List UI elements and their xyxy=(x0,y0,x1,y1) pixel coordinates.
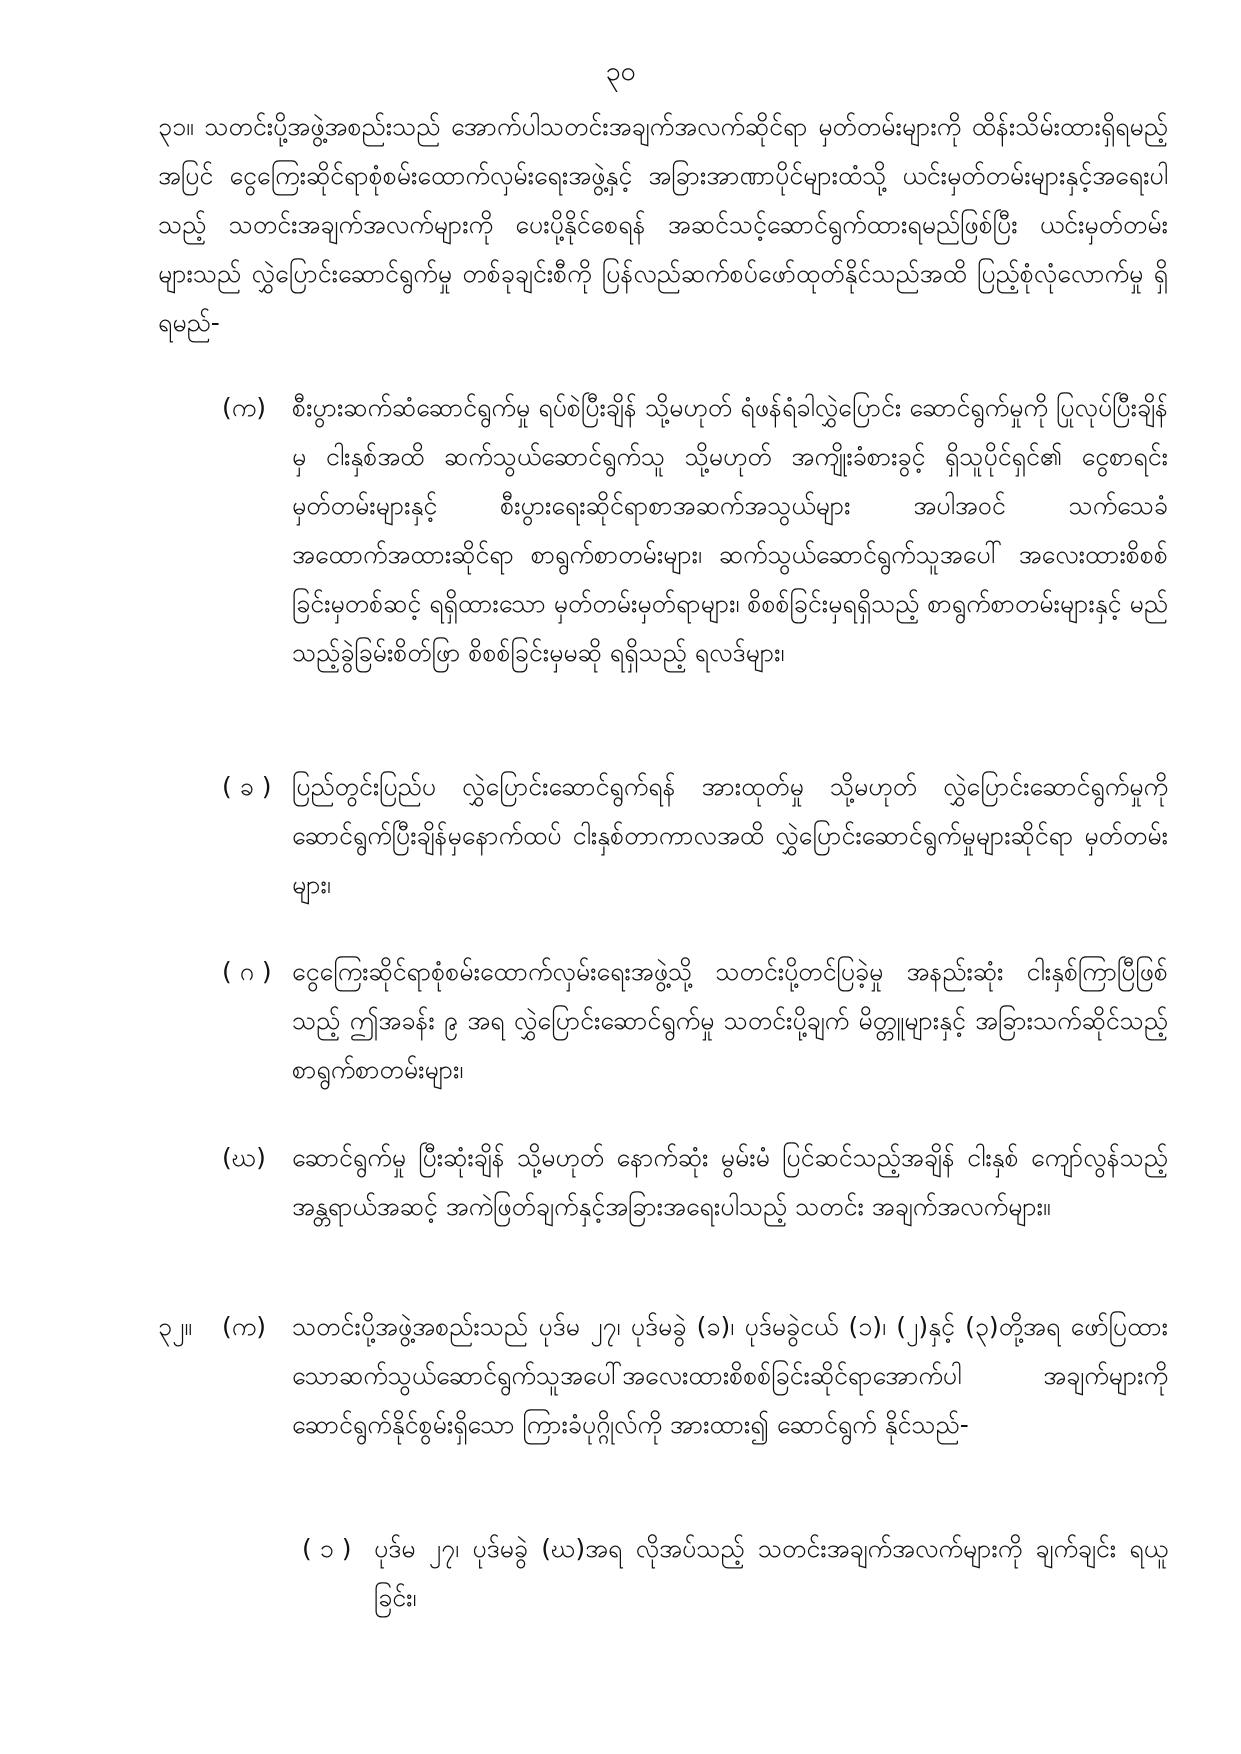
clause-gha xyxy=(222,1133,1168,1288)
clause-marker: ( ဂ ) xyxy=(222,957,272,986)
clause-kha xyxy=(222,762,1168,917)
section-31-paragraph: ၃၁။ သတင်းပို့အဖွဲ့အစည်းသည် အောက်ပါသတင်းအချက်အလက်ဆိုင်ရာ မှတ်တမ်းများကို ထိန်းသိမ်းထားရှိရမည့်အပြင် ငွေကြေးဆိုင်ရာစုံစမ်းထောက်လှမ်းရေးအဖွဲ့နှင့် အခြားအာဏာပိုင်များထံသို့ ယင်းမှတ်တမ်းများနှင့်အရေးပါသည့် သတင်းအချက်အလက်များကို ပေးပို့နိုင်စေရန် အဆင်သင့်ဆောင်ရွက်ထားရမည်ဖြစ်ပြီး ယင်းမှတ်တမ်းများသည် လွှဲပြောင်းဆောင်ရွက်မှု တစ်ခုချင်းစီကို ပြန်လည်ဆက်စပ်ဖော်ထုတ်နိုင်သည်အထိ ပြည့်စုံလုံလောက်မှု ရှိရမည်- xyxy=(158,112,1168,337)
section-number: ၃၂။ xyxy=(158,1312,192,1341)
clause-marker: (က) xyxy=(222,1312,266,1341)
clause-text: ငွေကြေးဆိုင်ရာစုံစမ်းထောက်လှမ်းရေးအဖွဲ့သို့ သတင်းပို့တင်ပြခဲ့မှု အနည်းဆုံး ငါးနှစ်ကြာပြီဖြစ်သည့် ဤအခန်း ၉ အရ လွှဲပြောင်းဆောင်ရွက်မှု သတင်းပို့ချက် မိတ္တူများနှင့် အခြားသက်ဆိုင်သည့် စာရွက်စာတမ်းများ၊ xyxy=(292,957,1168,1084)
section-32-clause-ka xyxy=(158,1302,1168,1512)
clause-marker: ( ခ ) xyxy=(222,772,272,801)
clause-marker: (ဃ) xyxy=(222,1143,266,1172)
clause-text: ဆောင်ရွက်မှု ပြီးဆုံးချိန် သို့မဟုတ် နောက်ဆုံး မွမ်းမံ ပြင်ဆင်သည့်အချိန် ငါးနှစ် ကျော်လွန်သည့် အန္တရာယ်အဆင့် အကဲဖြတ်ချက်နှင့်အခြားအရေးပါသည့် သတင်း အချက်အလက်များ။ xyxy=(292,1143,1168,1221)
subclause-marker: ( ၁ ) xyxy=(302,1534,352,1563)
clause-marker: (က) xyxy=(222,393,266,422)
subclause-text: ပုဒ်မ ၂၇၊ ပုဒ်မခွဲ (ဃ)အရ လိုအပ်သည့် သတင်းအချက်အလက်များကို ချက်ချင်း ရယူခြင်း၊ xyxy=(374,1534,1168,1612)
clause-text: ပြည်တွင်းပြည်ပ လွှဲပြောင်းဆောင်ရွက်ရန် အားထုတ်မှု သို့မဟုတ် လွှဲပြောင်းဆောင်ရွက်မှုကို ဆောင်ရွက်ပြီးချိန်မှနောက်ထပ် ငါးနှစ်တာကာလအထိ လွှဲပြောင်းဆောင်ရွက်မှုများဆိုင်ရာ မှတ်တမ်းများ၊ xyxy=(292,772,1168,899)
clause-text: သတင်းပို့အဖွဲ့အစည်းသည် ပုဒ်မ ၂၇၊ ပုဒ်မခွဲ (ခ)၊ ပုဒ်မခွဲငယ် (၁)၊ (၂)နှင့် (၃)တို့အရ ဖော်ပြထားသောဆက်သွယ်ဆောင်ရွက်သူအပေါ်အလေးထားစိစစ်ခြင်းဆိုင်ရာအောက်ပါ အချက်များကို ဆောင်ရွက်နိုင်စွမ်းရှိသော ကြားခံပုဂ္ဂိုလ်ကို အားထား၍ ဆောင်ရွက် နိုင်သည်- xyxy=(292,1312,1168,1439)
clause-text: စီးပွားဆက်ဆံဆောင်ရွက်မှု ရပ်စဲပြီးချိန် သို့မဟုတ် ရံဖန်ရံခါလွှဲပြောင်း ဆောင်ရွက်မှုကို ပြုလုပ်ပြီးချိန်မှ ငါးနှစ်အထိ ဆက်သွယ်ဆောင်ရွက်သူ သို့မဟုတ် အကျိုးခံစားခွင့် ရှိသူပိုင်ရှင်၏ ငွေစာရင်းမှတ်တမ်းများနှင့် စီးပွားရေးဆိုင်ရာစာအဆက်အသွယ်များ အပါအဝင် သက်သေခံ အထောက်အထားဆိုင်ရာ စာရွက်စာတမ်းများ၊ ဆက်သွယ်ဆောင်ရွက်သူအပေါ် အလေးထားစိစစ်ခြင်းမှတစ်ဆင့် ရရှိထားသော မှတ်တမ်းမှတ်ရာများ၊ စိစစ်ခြင်းမှရရှိသည့် စာရွက်စာတမ်းများနှင့် မည်သည့်ခွဲခြမ်းစိတ်ဖြာ စိစစ်ခြင်းမှမဆို ရရှိသည့် ရလဒ်များ၊ xyxy=(292,393,1168,667)
page-number: ၃၀ xyxy=(605,56,636,87)
clause-ka xyxy=(222,383,1168,733)
clause-ga xyxy=(222,947,1168,1102)
subclause-1 xyxy=(302,1524,1168,1634)
